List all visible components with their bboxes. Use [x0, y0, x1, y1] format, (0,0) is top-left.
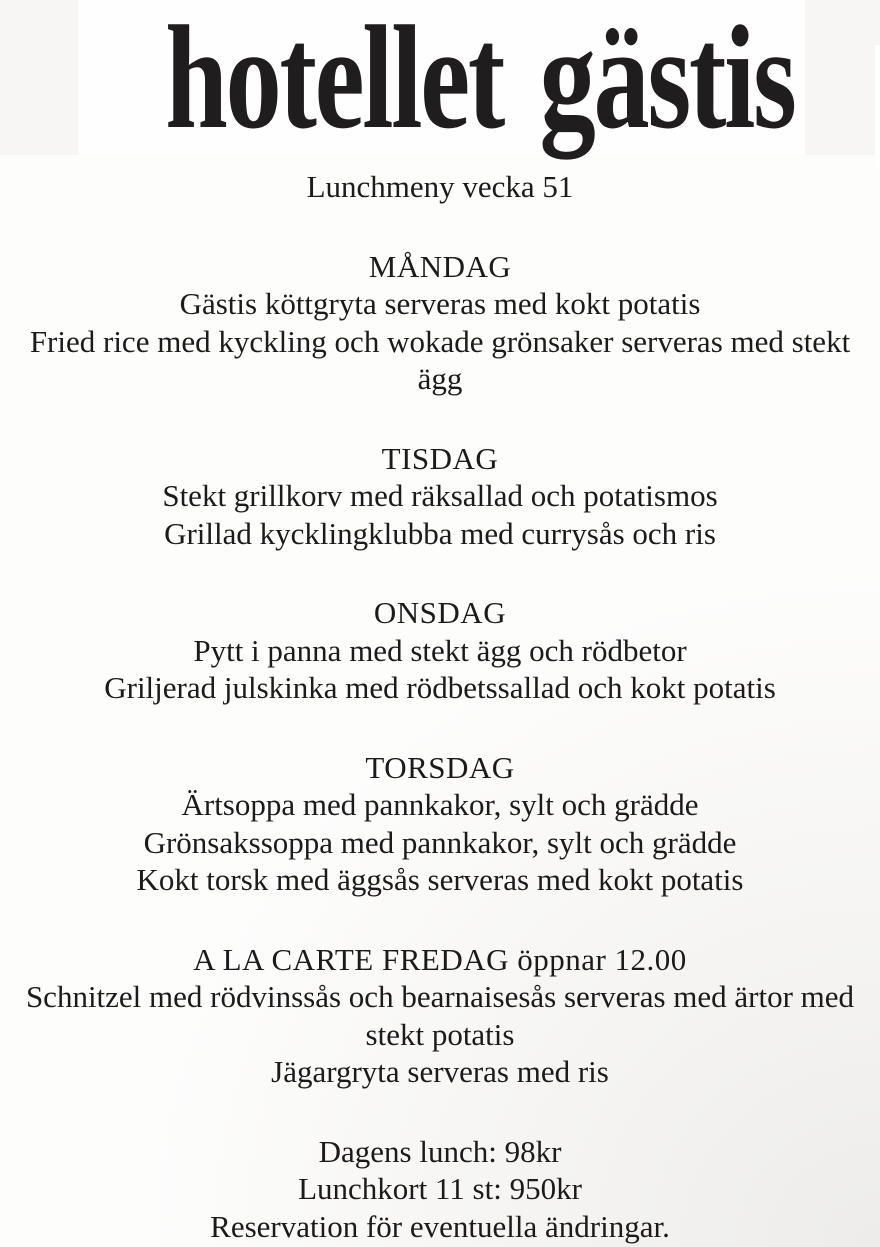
menu-section-wednesday	[12, 594, 868, 707]
menu-item: Griljerad julskinka med rödbetssallad och kokt potatis	[104, 670, 776, 705]
menu-item: Gästis köttgryta serveras med kokt potatis	[179, 286, 701, 321]
logo-band	[0, 0, 880, 160]
day-heading-thursday: TORSDAG	[365, 749, 515, 785]
menu-footer	[12, 1133, 868, 1246]
price-daily-lunch: Dagens lunch: 98kr	[318, 1133, 562, 1169]
menu-section-friday-a-la-carte	[12, 941, 868, 1091]
day-heading-friday: A LA CARTE FREDAG öppnar 12.00	[193, 941, 687, 977]
menu-section-tuesday	[12, 440, 868, 553]
menu-item: Ärtsoppa med pannkakor, sylt och grädde	[181, 787, 699, 822]
menu-item: Schnitzel med rödvinssås och bearnaisesås serveras med ärtor med stekt potatis	[25, 979, 855, 1052]
day-heading-wednesday: ONSDAG	[373, 595, 507, 630]
menu-item: Grillad kycklingklubba med currysås och ris	[164, 515, 716, 551]
menu-subtitle: Lunchmeny vecka 51	[306, 169, 574, 204]
menu-section-thursday	[12, 749, 868, 899]
disclaimer-text: Reservation för eventuella ändringar.	[210, 1208, 670, 1244]
photo-edge-highlight	[875, 45, 880, 167]
restaurant-logo: hotellet gästis	[165, 0, 795, 160]
logo-box	[78, 0, 805, 160]
menu-item: Pytt i panna med stekt ägg och rödbetor	[193, 632, 687, 668]
menu-item: Jägargryta serveras med ris	[271, 1054, 609, 1089]
day-heading-tuesday: TISDAG	[381, 440, 499, 476]
menu-content	[12, 168, 868, 1245]
menu-item: Fried rice med kyckling och wokade grönsaker serveras med stekt ägg	[29, 323, 851, 396]
menu-item: Stekt grillkorv med räksallad och potatismos	[162, 478, 718, 513]
menu-item: Grönsakssoppa med pannkakor, sylt och grädde	[143, 824, 737, 860]
menu-item: Kokt torsk med äggsås serveras med kokt potatis	[136, 862, 744, 897]
price-lunch-card: Lunchkort 11 st: 950kr	[298, 1171, 582, 1206]
day-heading-monday: MÅNDAG	[368, 248, 512, 284]
menu-section-monday	[12, 248, 868, 398]
